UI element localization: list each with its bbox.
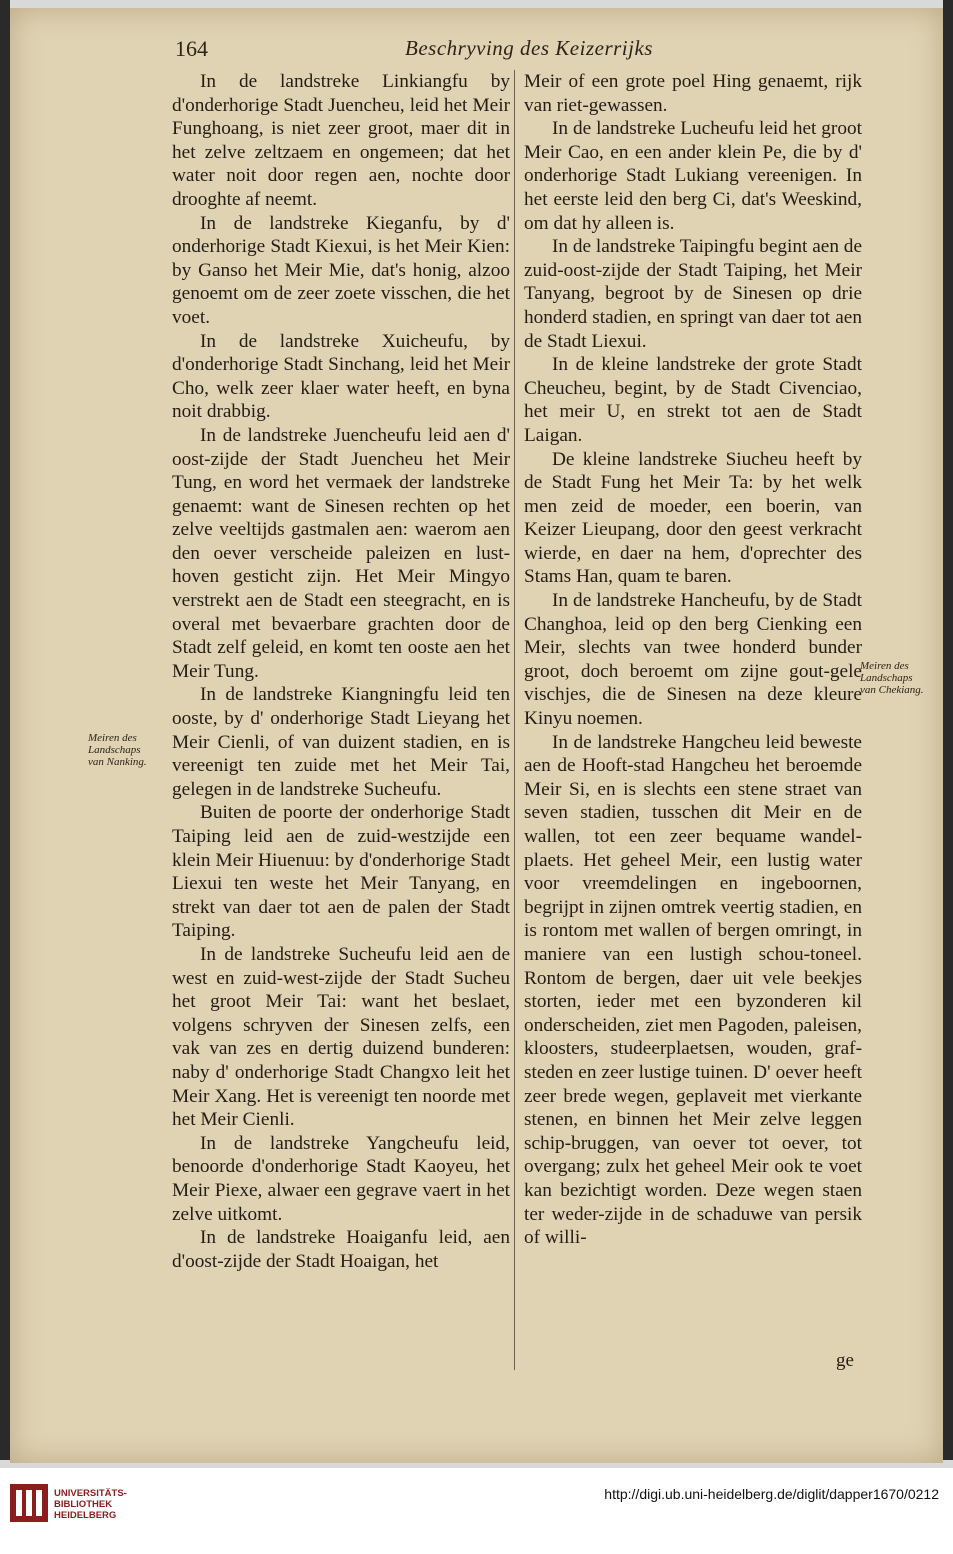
- catchword: ge: [836, 1350, 854, 1371]
- page-header: [175, 36, 865, 66]
- paragraph: In de landstreke Kiangningfu leid ten ooste, by d' onderhorige Stadt Lieyang het Meir Cienli, of van duizent stadien, en is vereenigt ten zuide met het Meir Tai, gelegen in de landstreke Sucheufu.: [172, 684, 510, 800]
- paragraph: In de kleine landstreke der grote Stadt Cheucheu, begint, by de Stadt Civenciao, het meir U, en strekt tot aen de Stadt Laigan.: [524, 354, 862, 446]
- right-text-column: [524, 70, 862, 1250]
- marginal-note-nanking: Meiren des Landschaps van Nanking.: [88, 732, 147, 768]
- paragraph: In de landstreke Hancheufu, by de Stadt Changhoa, leid op den berg Cienking een Meir, slechts van twee honderd bunder groot, doch beroemt om zijne gout-gele vischjes, die de Sinesen na deze kleure Kinyu noemen.: [524, 590, 862, 730]
- scan-edge-left: [0, 0, 10, 1460]
- paragraph: In de landstreke Linkiangfu by d'onderhorige Stadt Juencheu, leid het Meir Funghoang, is niet zeer groot, maer dit in het zelve zeltzaem en ongemeen; dat het water noit door regen aen, nochte door drooghte af neemt.: [172, 71, 510, 210]
- paragraph: De kleine landstreke Siucheu heeft by de Stadt Fung het Meir Ta: by het welk men zeid de moeder, een boerin, van Keizer Lieupang, door den geest verkracht wierde, en daer na hem, d'oprechter des Stams Han, quam te baren.: [524, 448, 862, 588]
- paragraph: Meir of een grote poel Hing genaemt, rijk van riet-gewassen.: [524, 71, 862, 116]
- library-name-line2: BIBLIOTHEK: [54, 1499, 113, 1510]
- paragraph: In de landstreke Sucheufu leid aen de west en zuid-west-zijde der Stadt Sucheu het groot Meir Tai: want het beslaet, volgens schryven der Sinesen zelfs, een vak van zes en dertig duizend bunderen: naby d' onderhorige Stadt Changxo leit het Meir Xang. Het is vereenigt ten noorde met het Meir Cienli.: [172, 943, 510, 1131]
- footer-bar: [0, 1468, 953, 1554]
- paragraph: In de landstreke Hangcheu leid beweste aen de Hooft-stad Hangcheu het beroemde Meir Si, en is slechts een stene straet van seven stadien, tusschen dit Meir en de wallen, tot een zeer bequame wandel-plaets. Het geheel Meir, een lustig water voor vreemdelingen en ingeboornen, begrijpt in zijnen omtrek veertig stadien, en is rontom met wallen of bergen omringt, in maniere van een lustigh schou-toneel. Rontom de bergen, daer uit vele beekjes storten, ieder met een byzonderen kil onderscheiden, ziet men Pagoden, paleisen, kloosters, studeerplaetsen, wouden, graf-steden en zeer lustige tuinen. D' oever heeft zeer brede wegen, geplaveit met vierkante stenen, en binnen het Meir zelve leggen schip-bruggen, van oever tot oever, tot overgang; zulx het geheel Meir ook te voet kan bezichtigt worden. Deze wegen staen ter weder-zijde in de schaduwe van persik of willi-: [524, 731, 862, 1249]
- paragraph: In de landstreke Lucheufu leid het groot Meir Cao, en een ander klein Pe, die by d' onderhorige Stadt Lukiang vereenigen. In het eerste leid den berg Ci, dat's Weeskind, om dat hy alleen is.: [524, 118, 862, 234]
- university-logo-icon: [10, 1484, 48, 1522]
- column-divider: [514, 70, 515, 1370]
- library-name-line1: UNIVERSITÄTS-: [54, 1488, 127, 1499]
- paragraph: In de landstreke Hoaiganfu leid, aen d'oost-zijde der Stadt Hoaigan, het: [172, 1227, 510, 1272]
- scan-edge-right: [943, 0, 953, 1460]
- page-number: 164: [175, 36, 208, 61]
- source-url-link[interactable]: http://digi.ub.uni-heidelberg.de/diglit/dapper1670/0212: [604, 1486, 939, 1502]
- library-name: [54, 1488, 127, 1521]
- paragraph: In de landstreke Xuicheufu, by d'onderhorige Stadt Sinchang, leid het Meir Cho, welk zeer klaer water heeft, en byna noit drabbig.: [172, 330, 510, 423]
- marginal-note-chekiang: Meiren des Landschaps van Chekiang.: [860, 660, 924, 696]
- paragraph: In de landstreke Kieganfu, by d' onderhorige Stadt Kiexui, is het Meir Kien: by Ganso het Meir Mie, dat's honig, alzoo genoemt om de zeer zoete visschen, die het voet.: [172, 212, 510, 328]
- paragraph: In de landstreke Juencheufu leid aen d' oost-zijde der Stadt Juencheu het Meir Tung, en word het vermaek der landstreke genaemt: want de Sinesen rechten op het zelve veeltijds gastmalen aen: waerom aen den oever verscheide paleizen en lust-hoven gesticht zijn. Het Meir Mingyo verstrekt aen de Stadt een steegracht, en is overal met bevaerbare grachten door de Stadt zelf geleid, en komt ten ooste aen het Meir Tung.: [172, 424, 510, 682]
- library-name-line3: HEIDELBERG: [54, 1510, 117, 1521]
- paragraph: In de landstreke Taipingfu begint aen de zuid-oost-zijde der Stadt Taiping, het Meir Tanyang, begroot by de Sinesen op drie honderd stadien, en springt van daer tot aen de Stadt Liexui.: [524, 236, 862, 352]
- running-title: Beschryving des Keizerrijks: [405, 36, 653, 60]
- paragraph: In de landstreke Yangcheufu leid, benoorde d'onderhorige Stadt Kaoyeu, het Meir Piexe, alwaer een gegrave vaert in het zelve uitkomt.: [172, 1132, 510, 1225]
- left-text-column: [172, 70, 510, 1273]
- paragraph: Buiten de poorte der onderhorige Stadt Taiping leid aen de zuid-westzijde een klein Meir Hiuenuu: by d'onderhorige Stadt Liexui ten weste het Meir Tanyang, en strekt van daer tot aen de palen der Stadt Taiping.: [172, 802, 510, 942]
